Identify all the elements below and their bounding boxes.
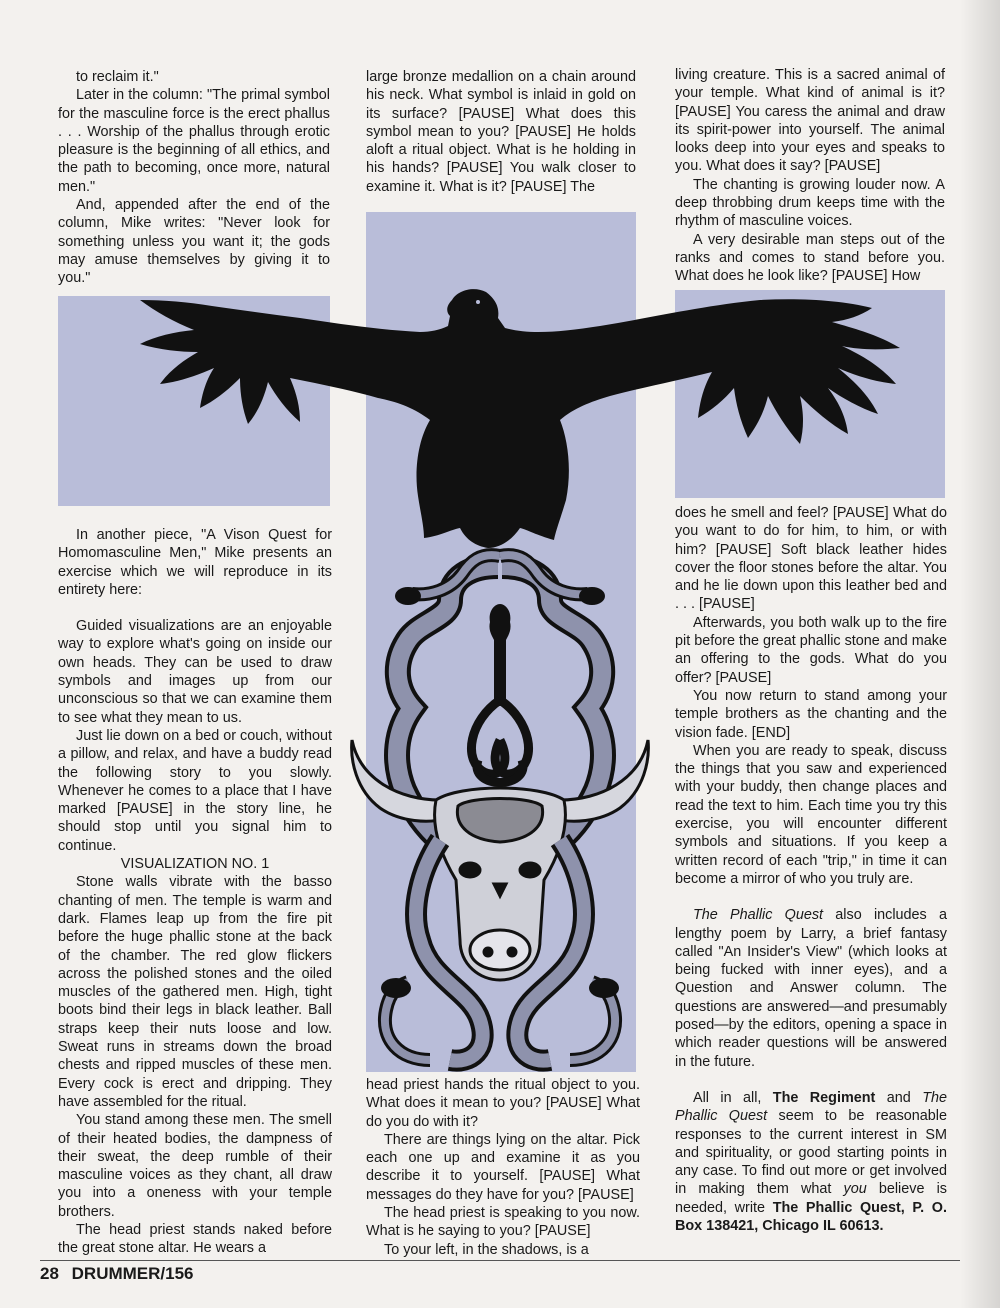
paragraph: living creature. This is a sacred animal of your temple. What kind of animal is it? [PAUSE] You caress the animal and draw its spirit-power into yourself. The animal looks deep into your eyes and speaks to you. What does it say? [PAUSE] — [675, 67, 945, 175]
italic-title: The Phallic Quest — [693, 907, 824, 924]
paragraph: Afterwards, you both walk up to the fire pit before the great phallic stone and make an offering to the gods. What do you offer? [PAUSE] — [675, 614, 947, 686]
paragraph: The head priest is speaking to you now. What is he saying to you? [PAUSE] — [366, 1205, 640, 1240]
paragraph: Stone walls vibrate with the basso chanting of men. The temple is warm and dark. Flames leap up from the fire pit before the huge phallic stone at the back of the chamber. The red glow flickers across the polished stones and the oiled muscles of the gathered men. High, tight boots bind their legs in black leather. Ball straps keep their nuts loose and low. Sweat runs in streams down the broad chests and ripped muscles of these men. Every cock is erect and dripping. They have assembled for the ritual. — [58, 874, 332, 1110]
paragraph: The chanting is growing louder now. A deep throbbing drum keeps time with the rhythm of masculine voices. — [675, 176, 945, 230]
magazine-issue: DRUMMER/156 — [71, 1264, 194, 1283]
paragraph: There are things lying on the altar. Pick each one up and examine it as you describe it to yourself. [PAUSE] What messages do they have for you? [PAUSE] — [366, 1131, 640, 1203]
text-span: and — [875, 1089, 923, 1106]
text-span: also includes a lengthy poem by Larry, a brief fantasy called "An Insider's View" (which looks at being fucked with inner eyes), and a Question and Answer column. The questions are answered—and presumably posed—by the editors, opening a space in which reader questions will be answered in the future. — [675, 907, 947, 1070]
footer-rule — [40, 1260, 960, 1261]
bold-title: The Regiment — [772, 1089, 876, 1106]
column-1-body — [58, 526, 332, 1258]
paragraph: The head priest stands naked before the great stone altar. He wears a — [58, 1221, 332, 1257]
italic-word: you — [843, 1181, 867, 1198]
italic-title: The Phallic Quest — [675, 1089, 947, 1125]
paragraph: Later in the column: "The primal symbol for the masculine force is the erect phallus . . . Worship of the phallus through erotic pleasure is the beginning of all ethics, and the path to becoming, once more, natural men." — [58, 87, 330, 195]
section-heading: VISUALIZATION NO. 1 — [120, 856, 270, 873]
paragraph: large bronze medallion on a chain around his neck. What symbol is inlaid in gold on its surface? [PAUSE] What does this symbol mean to you? [PAUSE] He holds aloft a ritual object. What is he holding in his hands? [PAUSE] You walk closer to examine it. What is it? [PAUSE] The — [366, 69, 636, 195]
page-footer — [40, 1264, 194, 1284]
column-3-body — [675, 504, 947, 1235]
column-2-bottom — [366, 1076, 640, 1259]
text-span: seem to be reasonable responses to the current interest in SM and spirituality, or good starting points in any case. To find out more or get involved in making them what — [675, 1108, 947, 1198]
paragraph: And, appended after the end of the column, Mike writes: "Never look for something unless you want it; the gods may amuse themselves by giving it to you." — [58, 197, 330, 287]
paragraph: A very desirable man steps out of the ranks and comes to stand before you. What does he look like? [PAUSE] How — [675, 231, 945, 285]
paragraph: When you are ready to speak, discuss the things that you saw and experienced with your buddy, then change places and read the text to him. Each time you try this exercise, you will encounter different symbols and situations. If you keep a written record of each "trip," in time it can become a mirror of who you truly are. — [675, 742, 947, 887]
paragraph: To your left, in the shadows, is a — [384, 1241, 589, 1258]
bull-head-icon — [435, 788, 566, 980]
paragraph: In another piece, "A Vison Quest for Homomasculine Men," Mike presents an exercise which we will reproduce in its entirety here: — [58, 527, 332, 598]
address: The Phallic Quest, P. O. Box 138421, Chicago IL 60613. — [675, 1199, 947, 1234]
page-number: 28 — [40, 1264, 59, 1283]
paragraph: You stand among these men. The smell of their heated bodies, the dampness of their sweat, the deep rumble of their masculine voices as they chant, all draw you into a oneness with your temple brothers. — [58, 1112, 332, 1220]
paragraph: to reclaim it." — [76, 69, 159, 85]
paragraph: does he smell and feel? [PAUSE] What do you want to do for him, to him, or with him? [PAUSE] Soft black leather hides cover the floor stones before the altar. You and he lie down upon this leather bed and . . . [PAUSE] — [675, 505, 947, 613]
paragraph: Just lie down on a bed or couch, without a pillow, and relax, and have a buddy read the following story to you slowly. Whenever he comes to a place that I have marked [PAUSE] in the story line, he should stop until you signal him to continue. — [58, 727, 332, 854]
paragraph: You now return to stand among your temple brothers as the chanting and the vision fade. [END] — [675, 687, 947, 741]
paragraph: Guided visualizations are an enjoyable way to explore what's going on inside our own heads. They can be used to draw symbols and images up from our unconscious so that we can examine them to see what they mean to us. — [58, 618, 332, 726]
paragraph: head priest hands the ritual object to you. What does it mean to you? [PAUSE] What do you do with it? — [366, 1077, 640, 1130]
closing-paragraph — [675, 1089, 947, 1235]
paragraph — [675, 906, 947, 1071]
text-span: believe is needed, write — [675, 1181, 947, 1216]
phallus-icon — [489, 604, 510, 706]
text-span: All in all, — [693, 1089, 773, 1106]
triquetra-knot-icon — [471, 700, 528, 783]
